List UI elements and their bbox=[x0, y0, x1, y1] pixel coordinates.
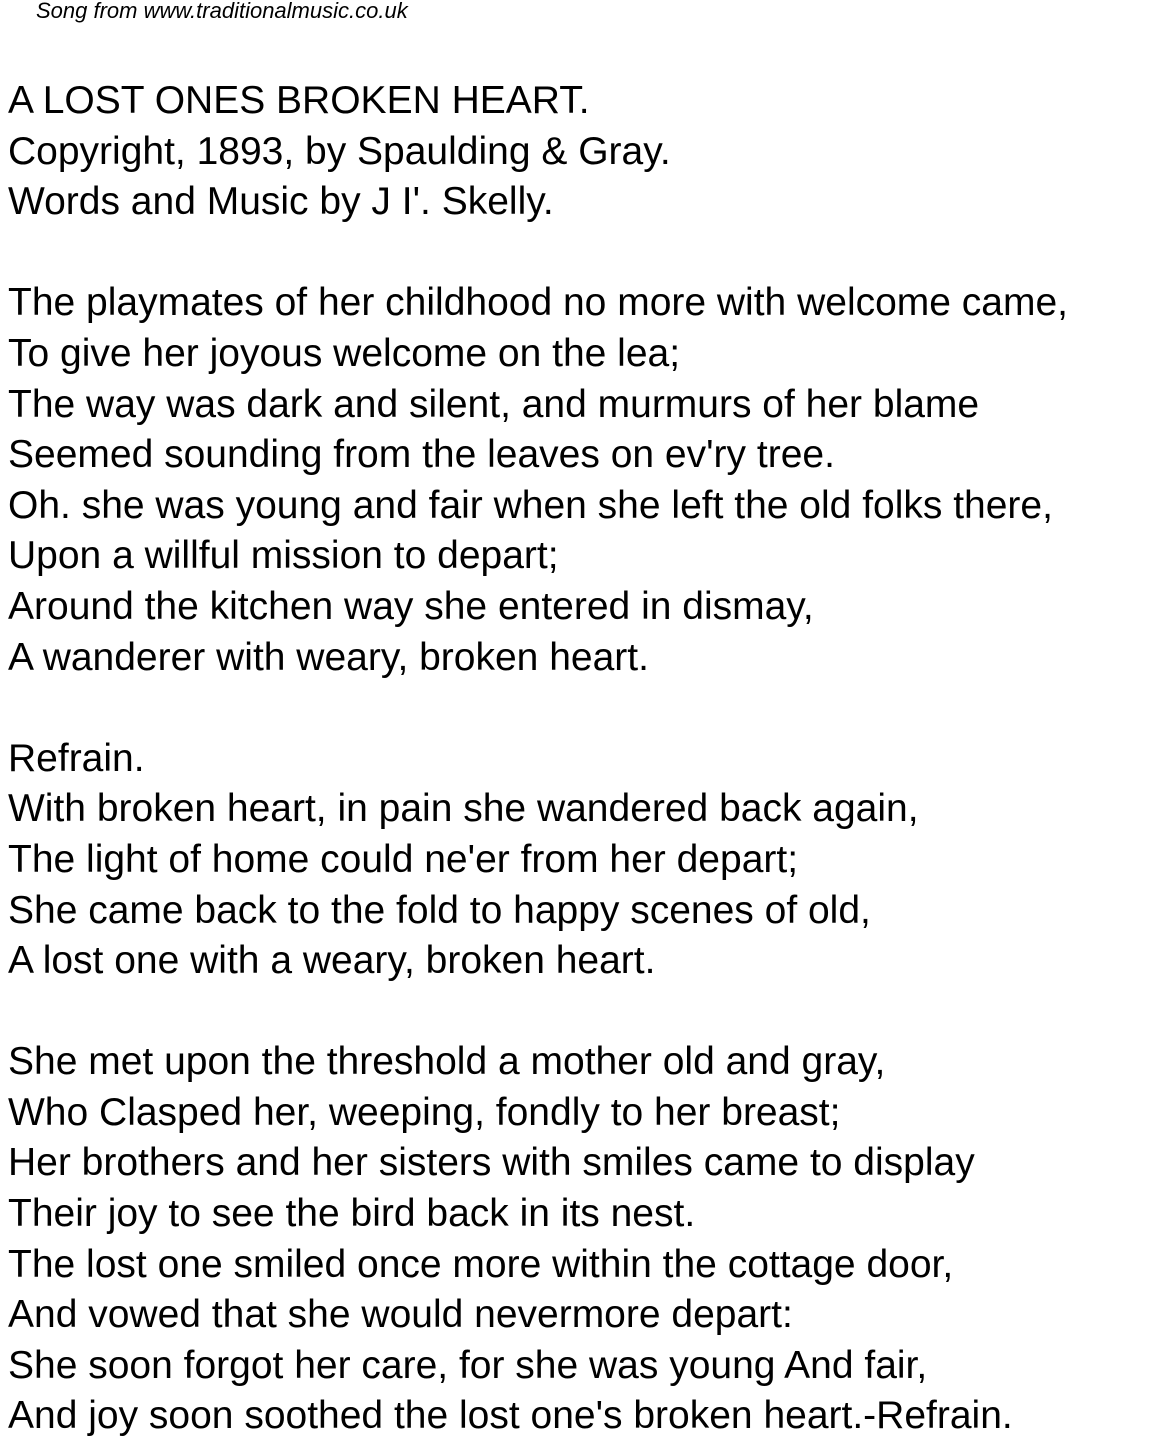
lyric-line: Her brothers and her sisters with smiles came to display bbox=[8, 1141, 975, 1185]
lyric-line: Who Clasped her, weeping, fondly to her breast; bbox=[8, 1090, 841, 1134]
refrain bbox=[8, 734, 1148, 987]
lyric-line: Oh. she was young and fair when she left the old folks there, bbox=[8, 483, 1053, 527]
lyric-line: She came back to the fold to happy scenes of old, bbox=[8, 888, 871, 932]
lyric-line: The playmates of her childhood no more with welcome came, bbox=[8, 281, 1069, 325]
lyric-line: She met upon the threshold a mother old and gray, bbox=[8, 1040, 886, 1084]
lyric-line: A lost one with a weary, broken heart. bbox=[8, 939, 656, 983]
song-title: A LOST ONES BROKEN HEART. bbox=[8, 79, 590, 122]
lyric-line: The lost one smiled once more within the cottage door, bbox=[8, 1242, 954, 1286]
lyric-line: And joy soon soothed the lost one's broken heart.-Refrain. bbox=[8, 1394, 1013, 1438]
lyric-line: With broken heart, in pain she wandered back again, bbox=[8, 787, 919, 831]
stanza-gap bbox=[8, 683, 1148, 734]
lyric-line: And vowed that she would nevermore depart: bbox=[8, 1293, 793, 1337]
lyric-line: To give her joyous welcome on the lea; bbox=[8, 331, 681, 375]
song-lyrics bbox=[8, 76, 1148, 1442]
lyric-line: The way was dark and silent, and murmurs of her blame bbox=[8, 382, 980, 426]
lyric-line: Their joy to see the bird back in its nest. bbox=[8, 1192, 696, 1236]
lyric-line: Around the kitchen way she entered in dismay, bbox=[8, 584, 814, 628]
lyric-line: The light of home could ne'er from her depart; bbox=[8, 837, 799, 881]
credits-line: Words and Music by J I'. Skelly. bbox=[8, 180, 554, 224]
source-credit: Song from www.traditionalmusic.co.uk bbox=[36, 0, 408, 23]
lyric-line: Seemed sounding from the leaves on ev'ry tree. bbox=[8, 433, 835, 477]
verse-1 bbox=[8, 278, 1148, 683]
stanza-gap bbox=[8, 987, 1148, 1038]
lyric-line: A wanderer with weary, broken heart. bbox=[8, 635, 649, 679]
lyric-line: She soon forgot her care, for she was young And fair, bbox=[8, 1343, 928, 1387]
stanza-gap bbox=[8, 228, 1148, 279]
verse-2 bbox=[8, 1037, 1148, 1442]
refrain-heading: Refrain. bbox=[8, 736, 145, 780]
copyright-line: Copyright, 1893, by Spaulding & Gray. bbox=[8, 129, 671, 173]
lyric-line: Upon a willful mission to depart; bbox=[8, 534, 559, 578]
